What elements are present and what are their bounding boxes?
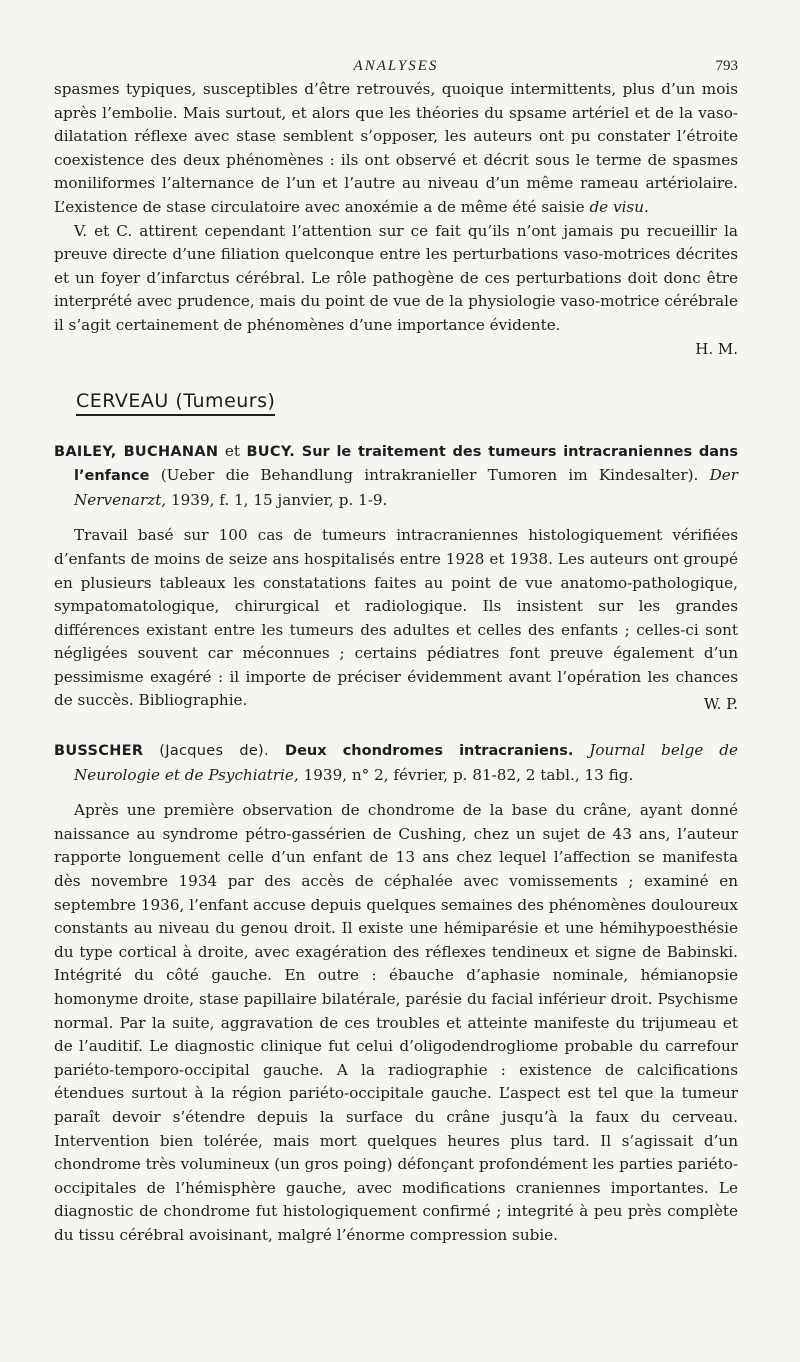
authors: BAILEY, BUCHANAN: [54, 443, 219, 460]
article-title: Sur le traitement des tumeurs intracraniennes dans l’enfance: [74, 443, 738, 485]
paragraph: V. et C. attirent cependant l’attention sur ce fait qu’ils n’ont jamais pu recueillir la preuve directe d’une filiation quelconque entre les perturbations vaso-motrices décrites et un foyer d’infarctus cérébral. Le rôle pathogène de ces perturbations doit donc être interprété avec prudence, mais du point de vue de la physiologie vaso-motrice cérébrale il s’agit certainement de phénomènes d’une importance évidente.: [54, 221, 738, 334]
abstract-entry: [54, 739, 738, 1247]
signature: H. M.: [695, 339, 738, 358]
abstract-text: Après une première observation de chondrome de la base du crâne, ayant donné naissance au syndrome pétro-gassérien de Cushing, chez un sujet de 43 ans, l’auteur rapporte longuement celle d’un enfant de 13 ans chez lequel l’affection se manifesta dès novembre 1934 par des accès de céphalée avec vomissements ; examiné en septembre 1936, l’enfant accuse depuis quelques semaines des phénomènes douloureux constants au niveau du genou droit. Il existe une hémiparésie et une hémihypoesthésie du type cortical à droite, avec exagération des réflexes tendineux et signe de Babinski. Intégrité du côté gauche. En outre : ébauche d’aphasie nominale, hémianopsie homonyme droite, stase papillaire bilatérale, parésie du facial inférieur droit. Psychisme normal. Par la suite, aggravation de ces troubles et atteinte manifeste du trijumeau et de l’auditif. Le diagnostic clinique fut celui d’oligodendrogliome probable du carrefour pariéto-temporo-occipital gauche. A la radiographie : existence de calcifications étendues surtout à la région pariéto-occipitale gauche. L’aspect est tel que la tumeur paraît devoir s’étendre depuis la surface du crâne jusqu’à la faux du cerveau. Intervention bien tolérée, mais mort quelques heures plus tard. Il s’agissait d’un chondrome très volumineux (un gros poing) défonçant profondément les parties pariéto-occipitales de l’hémisphère gauche, avec modifications craniennes importantes. Le diagnostic de chondrome fut histologiquement confirmé ; integrité à peu près complète du tissu cérébral avoisinant, malgré l’énorme compression subie.: [54, 801, 738, 1244]
paragraph-text: spasmes typiques, susceptibles d’être retrouvés, quoique intermittents, plus d’un mois après l’embolie. Mais surtout, et alors que les théories du spsame artériel et de la vaso-dilatation réflexe avec stase semblent s’opposer, les auteurs ont pu constater l’étroite coexistence des deux phénomènes : ils ont observé et décrit sous le terme de spasmes moniliformes l’alternance de l’un et l’autre au niveau d’un même rameau artériolaire. L’existence de stase circulatoire avec anoxémie a de même été saisie: [54, 80, 738, 216]
page: [54, 50, 738, 1248]
article-title: Deux chondromes intracraniens.: [268, 743, 574, 760]
section-heading: CERVEAU (Tumeurs): [76, 390, 275, 416]
original-title: (Ueber die Behandlung intrakranieller Tumoren im Kindesalter).: [149, 466, 710, 485]
author: BUSSCHER: [54, 743, 144, 760]
reference: [54, 440, 738, 513]
authors: BUCY.: [246, 443, 296, 460]
abstract-entry: [54, 440, 738, 716]
author-firstname: (Jacques de).: [143, 743, 269, 760]
page-number: 793: [715, 58, 738, 74]
citation: 1939, f. 1, 15 janvier, p. 1-9.: [166, 490, 388, 509]
running-title: ANALYSES: [353, 58, 439, 74]
journal-name: Der Nervenarzt,: [74, 466, 738, 509]
paragraph-continued: [54, 78, 738, 220]
citation: 1939, n° 2, février, p. 81-82, 2 tabl., 13 fig.: [298, 765, 634, 784]
conjunction: et: [218, 441, 247, 460]
italic-phrase: de visu.: [589, 197, 649, 216]
signature: W. P.: [703, 695, 738, 714]
reference: [54, 739, 738, 787]
running-header: [54, 50, 738, 78]
journal-name: Journal belge de Neurologie et de Psychiatrie,: [74, 741, 738, 784]
abstract-text: Travail basé sur 100 cas de tumeurs intracraniennes histologiquement vérifiées d’enfants de moins de seize ans hospitalisés entre 1928 et 1938. Les auteurs ont groupé en plusieurs tableaux les constatations faites au point de vue anatomo-pathologique, sympatomatologique, chirurgical et radiologique. Ils insistent sur les grandes différences existant entre les tumeurs des adultes et celles des enfants ; celles-ci sont négligées souvent car méconnues ; certains pédiatres font preuve également d’un pessimisme exagéré : il importe de préciser évidemment avant l’opération les chances de succès. Bibliographie.: [54, 526, 738, 710]
